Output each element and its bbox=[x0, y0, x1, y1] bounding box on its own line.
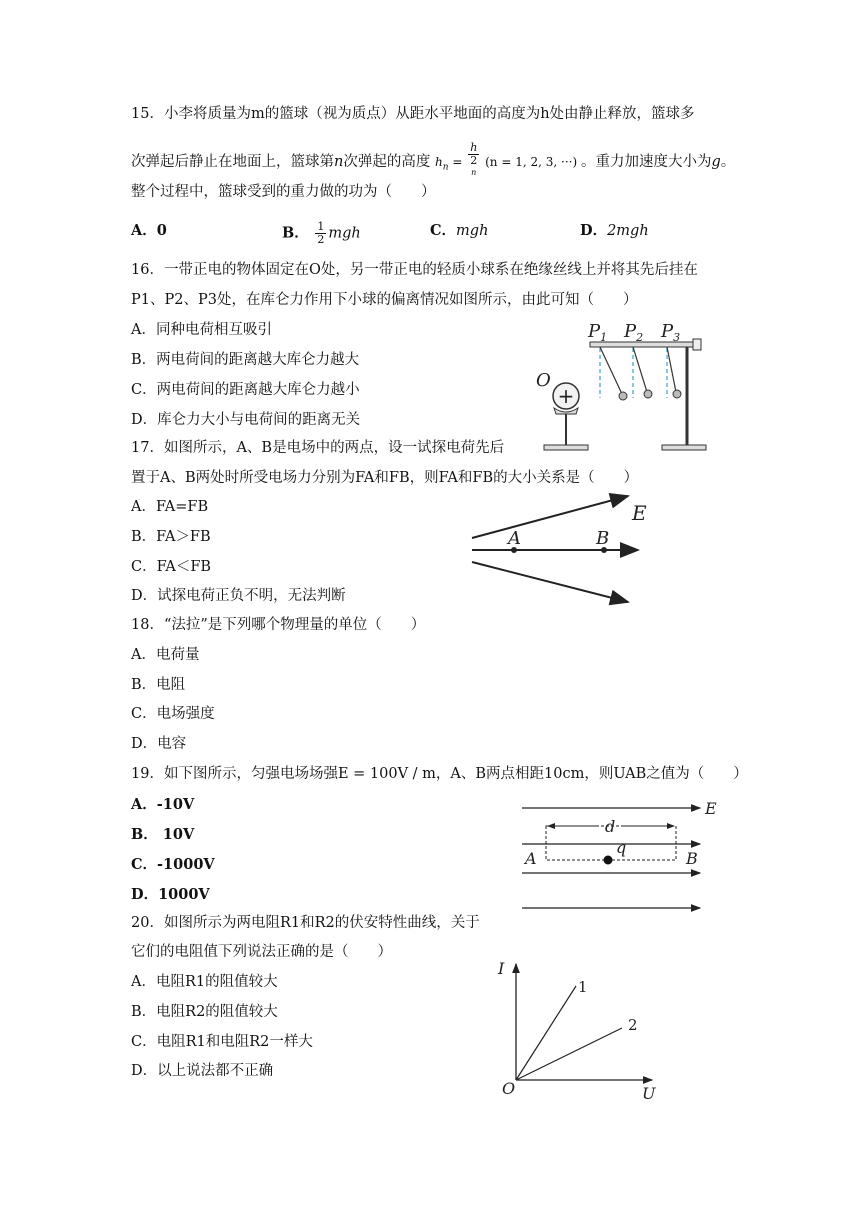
q19-option-b[interactable]: B． 10V bbox=[131, 826, 195, 843]
q20-line2: 它们的电阻值下列说法正确的是（ ） bbox=[131, 944, 392, 960]
q19-option-c[interactable]: C．-1000V bbox=[131, 856, 215, 873]
q15-opt-d-label: D． bbox=[580, 222, 608, 239]
q17-label-a: A bbox=[508, 528, 521, 549]
q15-formula-sub: n bbox=[442, 162, 449, 173]
q17-label-e: E bbox=[632, 501, 647, 525]
q17-option-c[interactable]: C．FA＜FB bbox=[131, 559, 212, 575]
q15-line1: 15．小李将质量为m的篮球（视为质点）从距水平地面的高度为h处由静止释放，篮球多 bbox=[131, 106, 695, 122]
q15-opt-b-fraction bbox=[315, 221, 326, 246]
q20-label-i: I bbox=[498, 959, 505, 978]
q16-label-o: O bbox=[536, 370, 551, 391]
q15-option-b[interactable] bbox=[282, 221, 361, 246]
q16-coulomb-figure bbox=[530, 318, 720, 458]
q16-thread-p2 bbox=[633, 347, 647, 392]
q15-line2 bbox=[131, 142, 735, 183]
q20-label-u: U bbox=[642, 1084, 656, 1103]
q15-fraction bbox=[468, 142, 479, 183]
q17-field-line-bottom bbox=[472, 562, 628, 602]
q19-label-d: d bbox=[605, 817, 616, 836]
q16-thread-p1 bbox=[600, 347, 622, 394]
q19-option-d[interactable]: D．1000V bbox=[131, 886, 210, 903]
q19-charge-q bbox=[604, 856, 613, 865]
q20-label-2: 2 bbox=[628, 1016, 638, 1034]
q17-line1: 17．如图所示，A、B是电场中的两点，设一试探电荷先后 bbox=[131, 440, 505, 456]
q16-label-p2: $P_2$ bbox=[624, 321, 644, 344]
q15-line2-a: 次弹起后静止在地面上，篮球第 bbox=[131, 153, 334, 170]
q15-option-a[interactable] bbox=[131, 221, 167, 241]
q16-label-p3: $P_3$ bbox=[661, 321, 681, 344]
q15-frac-den: 2 bbox=[470, 154, 478, 167]
q18-line1: 18．“法拉”是下列哪个物理量的单位（ ） bbox=[131, 617, 426, 633]
q20-option-b[interactable]: B．电阻R2的阻值较大 bbox=[131, 1004, 278, 1020]
q19-label-b: B bbox=[686, 849, 698, 868]
q15-formula-lhs: h bbox=[434, 154, 443, 169]
q15-line3: 整个过程中，篮球受到的重力做的功为（ ） bbox=[131, 184, 436, 200]
q18-option-a[interactable]: A．电荷量 bbox=[131, 647, 200, 663]
q16-ball-p2 bbox=[644, 390, 652, 398]
q15-frac-num: h bbox=[470, 141, 478, 154]
q16-thread-p3 bbox=[667, 347, 676, 392]
q16-line2: P1、P2、P3处，在库仑力作用下小球的偏离情况如图所示，由此可知（ ） bbox=[131, 292, 638, 308]
q16-option-a[interactable]: A．同种电荷相互吸引 bbox=[131, 322, 272, 338]
q19-label-q: q bbox=[616, 838, 627, 857]
q16-label-p1: $P_1$ bbox=[588, 321, 608, 344]
q18-option-d[interactable]: D．电容 bbox=[131, 736, 187, 752]
q15-formula-cond: (n = 1, 2, 3, ···) bbox=[485, 154, 578, 169]
q19-option-a[interactable]: A．-10V bbox=[131, 796, 195, 813]
q15-formula-eq: = bbox=[452, 154, 463, 169]
q17-label-b: B bbox=[596, 528, 610, 549]
q16-left-base bbox=[544, 445, 588, 450]
q15-option-d[interactable] bbox=[580, 221, 649, 241]
q19-label-e: E bbox=[705, 799, 717, 818]
q19-uniform-field-figure bbox=[518, 796, 718, 921]
q18-option-c[interactable]: C．电场强度 bbox=[131, 706, 215, 722]
q16-option-d[interactable]: D．库仑力大小与电荷间的距离无关 bbox=[131, 412, 361, 428]
q15-line2-end: 。 bbox=[720, 153, 736, 170]
q16-clamp bbox=[693, 339, 701, 350]
q17-option-d[interactable]: D．试探电荷正负不明，无法判断 bbox=[131, 588, 346, 604]
q15-g: g bbox=[711, 153, 721, 170]
q17-option-b[interactable]: B．FA＞FB bbox=[131, 529, 211, 545]
q15-opt-a-label: A． bbox=[131, 222, 157, 239]
q17-line2: 置于A、B两处时所受电场力分别为FA和FB，则FA和FB的大小关系是（ ） bbox=[131, 470, 639, 486]
q16-line1: 16．一带正电的物体固定在O处，另一带正电的轻质小球系在绝缘丝线上并将其先后挂在 bbox=[131, 262, 698, 278]
q15-opt-b-label: B． bbox=[282, 224, 309, 242]
q19-line1: 19．如下图所示，匀强电场场强E = 100V / m，A、B两点相距10cm，则UAB之值为（ ） bbox=[131, 766, 748, 782]
q20-label-o: O bbox=[502, 1079, 516, 1098]
q20-option-c[interactable]: C．电阻R1和电阻R2一样大 bbox=[131, 1034, 313, 1050]
q15-opt-b-text: mgh bbox=[328, 225, 361, 242]
q20-label-1: 1 bbox=[578, 978, 588, 996]
q15-opt-d-text: 2mgh bbox=[607, 223, 649, 239]
q20-line1: 20．如图所示为两电阻R1和R2的伏安特性曲线，关于 bbox=[131, 915, 480, 931]
q16-option-b[interactable]: B．两电荷间的距离越大库仑力越大 bbox=[131, 352, 360, 368]
q15-n: n bbox=[334, 153, 344, 170]
q15-option-c[interactable] bbox=[430, 221, 488, 241]
q16-plus-sign: + bbox=[557, 384, 575, 408]
q16-ball-p1 bbox=[619, 392, 627, 400]
q20-option-d[interactable]: D．以上说法都不正确 bbox=[131, 1063, 274, 1079]
q19-label-a: A bbox=[525, 849, 537, 868]
q16-option-c[interactable]: C．两电荷间的距离越大库仑力越小 bbox=[131, 382, 360, 398]
q15-opt-a-text: 0 bbox=[156, 222, 167, 239]
q15-line2-b: 次弹起的高度 bbox=[343, 153, 431, 170]
q15-opt-c-label: C． bbox=[430, 222, 457, 239]
q17-option-a[interactable]: A．FA=FB bbox=[131, 499, 209, 515]
q15-formula bbox=[434, 141, 581, 177]
q15-opt-b-num: 1 bbox=[317, 220, 325, 233]
q17-field-lines-figure bbox=[468, 490, 658, 610]
q15-opt-c-text: mgh bbox=[456, 223, 489, 239]
q16-right-base bbox=[662, 445, 706, 450]
q15-frac-den-sup: n bbox=[471, 168, 477, 177]
q15-opt-b-den: 2 bbox=[317, 233, 325, 246]
q20-option-a[interactable]: A．电阻R1的阻值较大 bbox=[131, 974, 278, 990]
q18-option-b[interactable]: B．电阻 bbox=[131, 677, 186, 693]
q16-ball-p3 bbox=[673, 390, 681, 398]
q15-line2-c: 。重力加速度大小为 bbox=[580, 153, 712, 170]
q20-iv-graph bbox=[494, 958, 664, 1103]
